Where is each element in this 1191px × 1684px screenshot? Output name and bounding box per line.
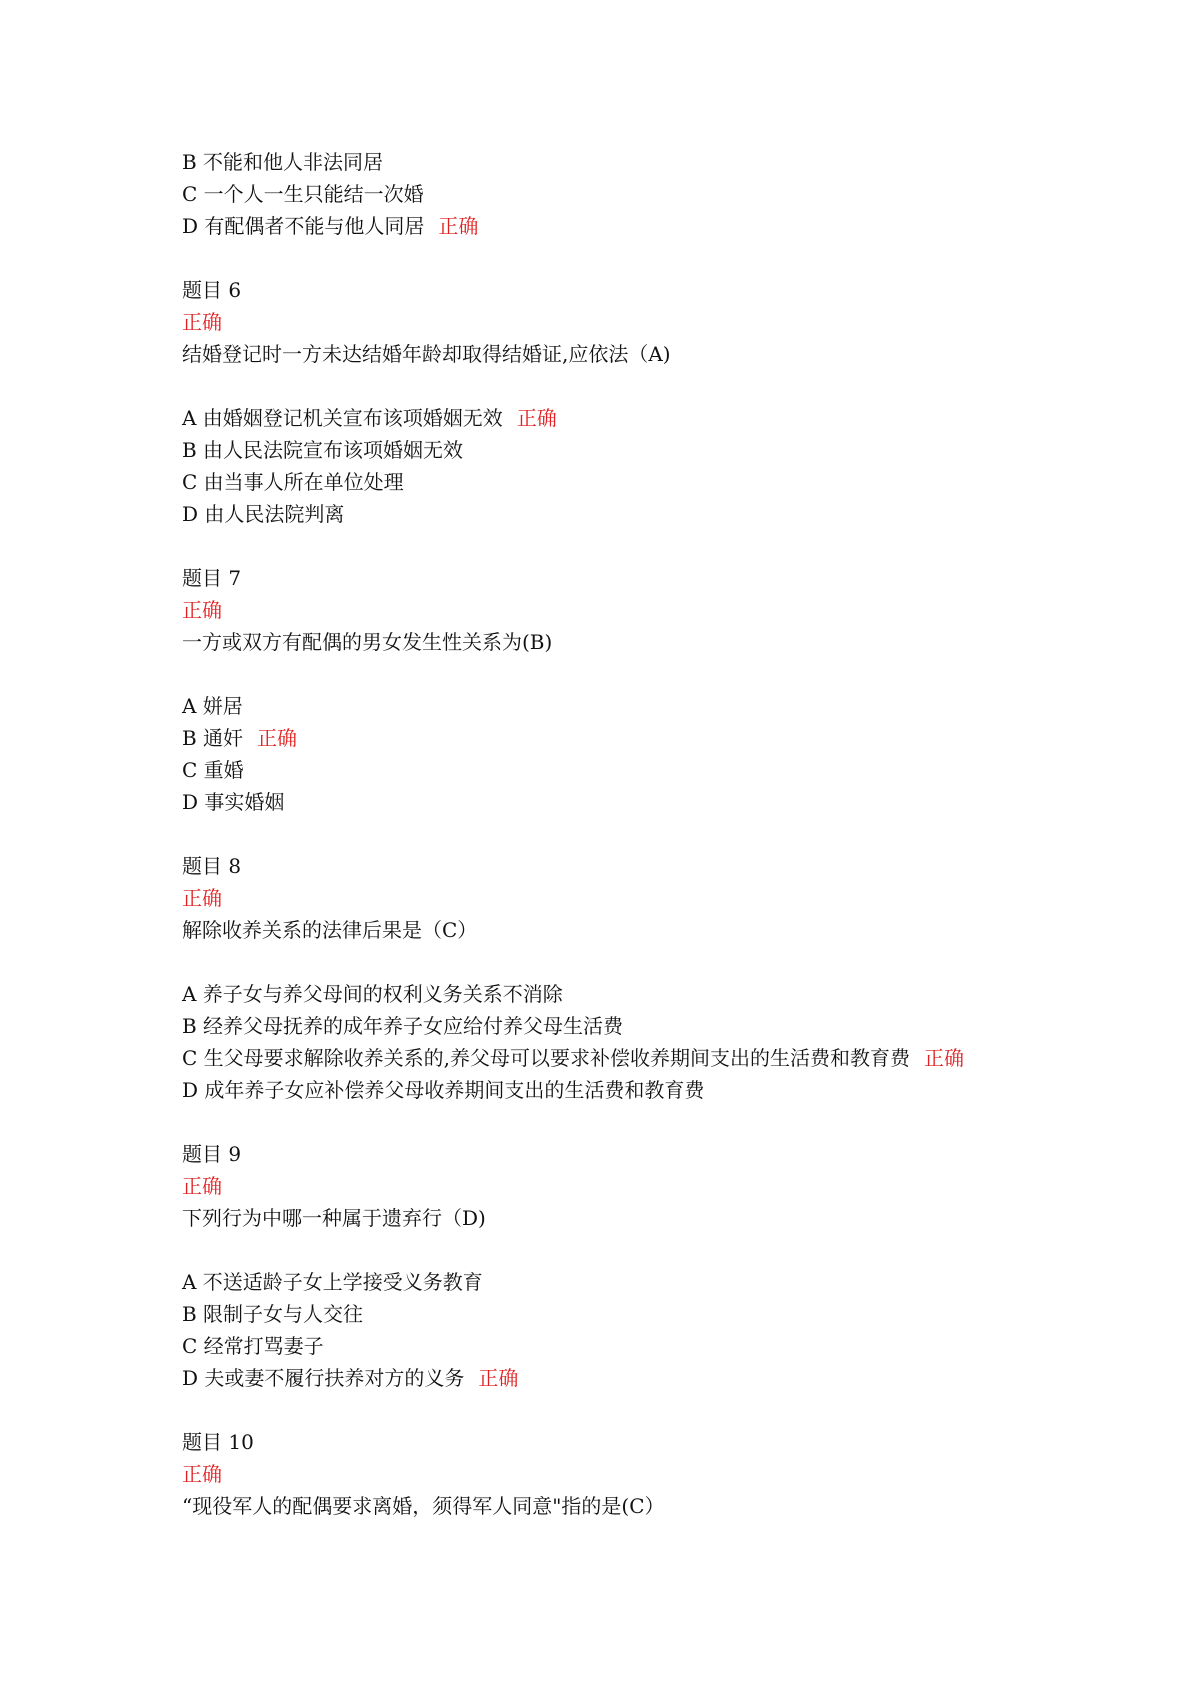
q6-option-c: C 由当事人所在单位处理 [182, 470, 404, 494]
q8-option-b: B 经养父母抚养的成年养子女应给付养父母生活费 [182, 1014, 624, 1038]
q8-option-d: D 成年养子女应补偿养父母收养期间支出的生活费和教育费 [182, 1078, 705, 1102]
q7-question: 一方或双方有配偶的男女发生性关系为(B) [182, 630, 553, 654]
q6-option-a: A 由婚姻登记机关宣布该项婚姻无效 正确 [182, 406, 557, 430]
q10-title: 题目 10 [182, 1430, 254, 1454]
q9-question: 下列行为中哪一种属于遗弃行（D) [182, 1206, 486, 1230]
correct-mark: 正确 [924, 1046, 965, 1070]
q6-option-d: D 由人民法院判离 [182, 502, 345, 526]
q8-question: 解除收养关系的法律后果是（C） [182, 918, 478, 942]
q7-title: 题目 7 [182, 566, 242, 590]
q7-status: 正确 [182, 598, 222, 622]
q7-option-c: C 重婚 [182, 758, 244, 782]
correct-mark: 正确 [478, 1366, 519, 1390]
q8-option-a: A 养子女与养父母间的权利义务关系不消除 [182, 982, 563, 1006]
q5-option-d: D 有配偶者不能与他人同居 正确 [182, 214, 479, 238]
q8-title: 题目 8 [182, 854, 242, 878]
q5-option-b: B 不能和他人非法同居 [182, 150, 384, 174]
q8-status: 正确 [182, 886, 222, 910]
q10-status: 正确 [182, 1462, 222, 1486]
q6-question: 结婚登记时一方未达结婚年龄却取得结婚证,应依法（A) [182, 342, 671, 366]
correct-mark: 正确 [257, 726, 298, 750]
q7-option-d: D 事实婚姻 [182, 790, 285, 814]
q9-title: 题目 9 [182, 1142, 242, 1166]
correct-mark: 正确 [438, 214, 479, 238]
q9-status: 正确 [182, 1174, 222, 1198]
q10-question: “现役军人的配偶要求离婚，须得军人同意"指的是(C） [182, 1494, 665, 1518]
q6-title: 题目 6 [182, 278, 242, 302]
q9-option-b: B 限制子女与人交往 [182, 1302, 364, 1326]
q8-option-c: C 生父母要求解除收养关系的,养父母可以要求补偿收养期间支出的生活费和教育费 正确 [182, 1046, 965, 1070]
q5-option-c: C 一个人一生只能结一次婚 [182, 182, 424, 206]
q6-option-b: B 由人民法院宣布该项婚姻无效 [182, 438, 464, 462]
q7-option-b: B 通奸 正确 [182, 726, 298, 750]
q7-option-a: A 姘居 [182, 694, 243, 718]
q9-option-c: C 经常打骂妻子 [182, 1334, 324, 1358]
correct-mark: 正确 [516, 406, 557, 430]
q9-option-a: A 不送适龄子女上学接受义务教育 [182, 1270, 483, 1294]
q6-status: 正确 [182, 310, 222, 334]
q9-option-d: D 夫或妻不履行扶养对方的义务 正确 [182, 1366, 519, 1390]
